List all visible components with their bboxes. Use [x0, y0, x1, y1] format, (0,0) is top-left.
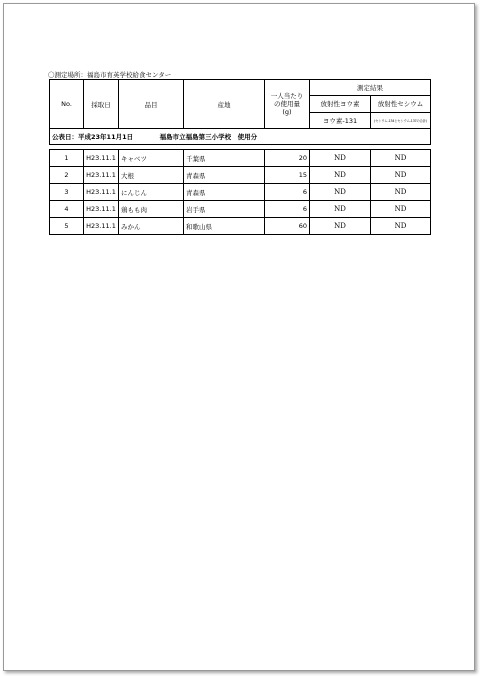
- table-row: [50, 218, 431, 235]
- announcement-row: [50, 129, 431, 145]
- row-cesium: ND: [371, 150, 431, 167]
- row-item: キャベツ: [119, 150, 184, 167]
- header-cesium-sub: (セシウム-134とセシウム-137の合計): [371, 113, 431, 129]
- row-iodine: ND: [310, 201, 371, 218]
- row-iodine: ND: [310, 218, 371, 235]
- row-cesium: ND: [371, 201, 431, 218]
- table-row: [50, 201, 431, 218]
- row-date: H23.11.1: [84, 150, 119, 167]
- table-row: [50, 150, 431, 167]
- header-amount: [265, 80, 310, 129]
- row-origin: 岩手県: [184, 201, 265, 218]
- announcement-date: 公表日：平成23年11月1日: [52, 133, 134, 141]
- row-no: 1: [50, 150, 84, 167]
- row-cesium: ND: [371, 218, 431, 235]
- row-origin: 青森県: [184, 167, 265, 184]
- header-result: 測定結果: [310, 80, 431, 96]
- header-date: 採取日: [84, 80, 119, 129]
- header-iodine: 放射性ヨウ素: [310, 95, 371, 113]
- header-amount-line1: 一人当たり: [270, 92, 304, 100]
- row-amount: 15: [265, 167, 310, 184]
- row-no: 4: [50, 201, 84, 218]
- row-amount: 6: [265, 201, 310, 218]
- row-date: H23.11.1: [84, 201, 119, 218]
- header-item: 品目: [119, 80, 184, 129]
- row-amount: 60: [265, 218, 310, 235]
- header-row-1: [50, 80, 431, 96]
- header-amount-unit: (g): [282, 108, 292, 116]
- announcement-cell: [50, 129, 431, 145]
- header-origin: 産地: [184, 80, 265, 129]
- row-cesium: ND: [371, 167, 431, 184]
- measurement-location-caption: 〇測定場所：福島市育英学校給食センター: [48, 71, 172, 79]
- row-iodine: ND: [310, 167, 371, 184]
- row-item: みかん: [119, 218, 184, 235]
- header-cesium: 放射性セシウム: [371, 95, 431, 113]
- row-item: 鶏もも肉: [119, 201, 184, 218]
- row-item: にんじん: [119, 184, 184, 201]
- row-amount: 6: [265, 184, 310, 201]
- row-origin: 和歌山県: [184, 218, 265, 235]
- row-item: 大根: [119, 167, 184, 184]
- row-amount: 20: [265, 150, 310, 167]
- row-date: H23.11.1: [84, 167, 119, 184]
- header-no: No.: [50, 80, 84, 129]
- row-iodine: ND: [310, 150, 371, 167]
- table-row: [50, 167, 431, 184]
- row-date: H23.11.1: [84, 218, 119, 235]
- school-name: 福島市立福島第三小学校 使用分: [159, 133, 258, 141]
- row-no: 2: [50, 167, 84, 184]
- row-iodine: ND: [310, 184, 371, 201]
- header-amount-line2: の使用量: [274, 100, 300, 108]
- row-origin: 千葉県: [184, 150, 265, 167]
- measurement-table: [49, 79, 431, 235]
- header-iodine-sub: ヨウ素-131: [310, 113, 371, 129]
- row-date: H23.11.1: [84, 184, 119, 201]
- row-origin: 青森県: [184, 184, 265, 201]
- row-no: 5: [50, 218, 84, 235]
- row-no: 3: [50, 184, 84, 201]
- row-cesium: ND: [371, 184, 431, 201]
- table-row: [50, 184, 431, 201]
